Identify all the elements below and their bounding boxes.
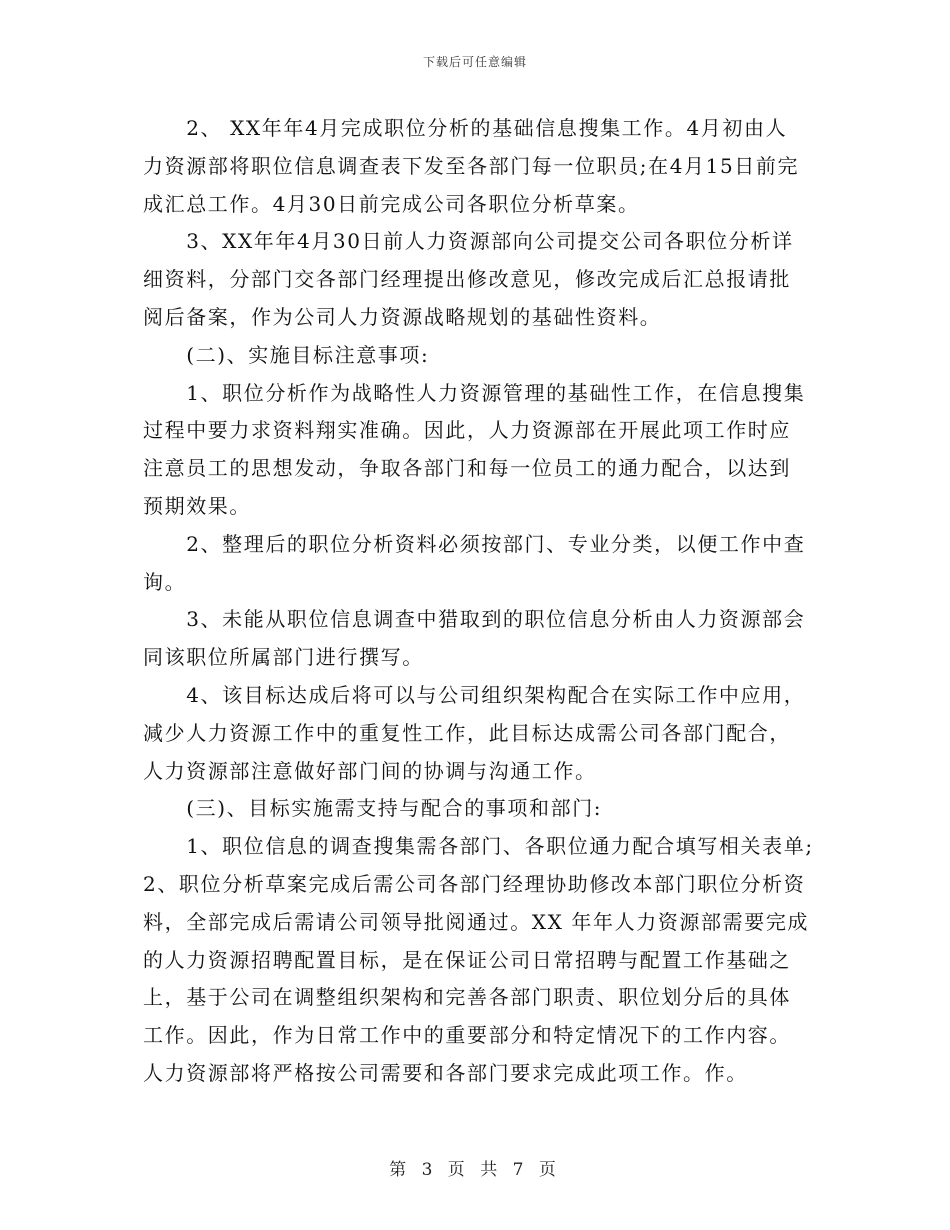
body-line: 注意员工的思想发动，争取各部门和每一位员工的通力配合，以达到 — [143, 456, 791, 481]
document-body — [143, 110, 815, 1093]
section-heading: (三)、目标实施需支持与配合的事项和部门: — [143, 796, 603, 821]
body-line: 减少人力资源工作中的重复性工作，此目标达成需公司各部门配合， — [143, 720, 791, 745]
body-line: 料，全部完成后需请公司领导批阅通过。XX 年年人力资源部需要完成 — [143, 909, 810, 934]
body-line: 1、职位信息的调查搜集需各部门、各职位通力配合填写相关表单; — [143, 834, 814, 859]
body-line: 人力资源部注意做好部门间的协调与沟通工作。 — [143, 758, 597, 783]
body-line: 2、整理后的职位分析资料必须按部门、专业分类，以便工作中查 — [143, 531, 806, 556]
page-header: 下载后可任意编辑 — [422, 55, 527, 69]
body-line: 3、XX年年4月30日前人力资源部向公司提交公司各职位分析详 — [143, 229, 794, 254]
body-line: 预期效果。 — [143, 493, 251, 518]
body-line: 人力资源部将严格按公司需要和各部门要求完成此项工作。作。 — [143, 1060, 748, 1085]
body-line: 询。 — [143, 569, 187, 594]
body-line: 2、职位分析草案完成后需公司各部门经理协助修改本部门职位分析资 — [143, 871, 806, 896]
section-heading: (二)、实施目标注意事项: — [143, 342, 430, 367]
body-line: 细资料，分部门交各部门经理提出修改意见，修改完成后汇总报请批 — [143, 267, 791, 292]
body-line: 3、未能从职位信息调查中猎取到的职位信息分析由人力资源部会 — [143, 607, 806, 632]
body-line: 4、该目标达成后将可以与公司组织架构配合在实际工作中应用， — [143, 682, 806, 707]
body-line: 工作。因此，作为日常工作中的重要部分和特定情况下的工作内容。 — [143, 1023, 791, 1048]
body-line: 同该职位所属部门进行撰写。 — [143, 645, 424, 670]
body-line: 力资源部将职位信息调查表下发至各部门每一位职员;在4月15日前完 — [143, 153, 800, 178]
body-line: 成汇总工作。4月30日前完成公司各职位分析草案。 — [143, 191, 640, 216]
body-line: 1、职位分析作为战略性人力资源管理的基础性工作，在信息搜集 — [143, 380, 806, 405]
page-number: 第 3 页 共 7 页 — [389, 1160, 561, 1180]
body-line: 阅后备案，作为公司人力资源战略规划的基础性资料。 — [143, 304, 662, 329]
body-line: 过程中要力求资料翔实准确。因此，人力资源部在开展此项工作时应 — [143, 418, 791, 443]
body-line: 上，基于公司在调整组织架构和完善各部门职责、职位划分后的具体 — [143, 985, 791, 1010]
body-line: 的人力资源招聘配置目标，是在保证公司日常招聘与配置工作基础之 — [143, 947, 791, 972]
body-line: 2、 XX年年4月完成职位分析的基础信息搜集工作。4月初由人 — [143, 116, 788, 140]
